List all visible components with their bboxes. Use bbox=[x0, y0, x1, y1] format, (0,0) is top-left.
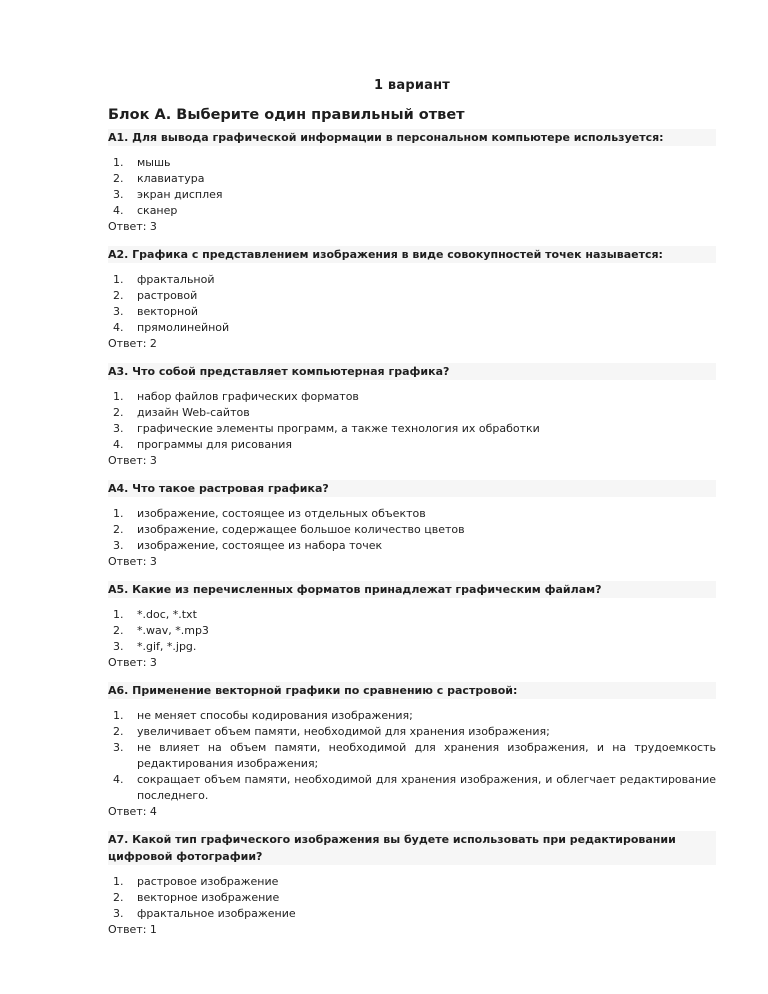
option-number: 2. bbox=[113, 891, 124, 904]
option-text: изображение, содержащее большое количество цветов bbox=[137, 523, 465, 536]
option-item bbox=[108, 890, 716, 906]
option-item bbox=[108, 906, 716, 922]
option-number: 2. bbox=[113, 406, 124, 419]
question-7 bbox=[108, 831, 716, 938]
variant-heading: 1 вариант bbox=[373, 78, 451, 93]
option-text: растровое изображение bbox=[137, 875, 279, 888]
option-item bbox=[108, 740, 716, 772]
option-text: векторное изображение bbox=[137, 891, 280, 904]
question-title: А5. Какие из перечисленных форматов принадлежат графическим файлам? bbox=[108, 581, 716, 598]
block-title: Блок А. Выберите один правильный ответ bbox=[108, 107, 465, 123]
question-6 bbox=[108, 682, 716, 820]
option-item bbox=[108, 874, 716, 890]
answer-text: Ответ: 1 bbox=[108, 923, 157, 936]
option-number: 1. bbox=[113, 875, 124, 888]
option-text: векторной bbox=[137, 305, 199, 318]
option-number: 2. bbox=[113, 523, 124, 536]
option-text: не меняет способы кодирования изображения; bbox=[137, 709, 413, 722]
option-number: 3. bbox=[113, 305, 124, 318]
option-number: 3. bbox=[113, 640, 124, 653]
option-text: экран дисплея bbox=[137, 188, 223, 201]
question-title: А1. Для вывода графической информации в персональном компьютере используется: bbox=[108, 129, 716, 146]
option-text: *.wav, *.mp3 bbox=[137, 624, 209, 637]
options-list bbox=[108, 607, 716, 655]
option-item bbox=[108, 639, 716, 655]
option-text: дизайн Web-сайтов bbox=[137, 406, 250, 419]
option-item bbox=[108, 421, 716, 437]
question-title: А4. Что такое растровая графика? bbox=[108, 480, 716, 497]
option-text: фрактальное изображение bbox=[137, 907, 296, 920]
option-item bbox=[108, 772, 716, 804]
option-number: 1. bbox=[113, 390, 124, 403]
option-number: 4. bbox=[113, 773, 124, 786]
option-item bbox=[108, 708, 716, 724]
option-item bbox=[108, 272, 716, 288]
option-text: сокращает объем памяти, необходимой для хранения изображения, и облегчает редактирование последнего. bbox=[137, 773, 716, 802]
option-item bbox=[108, 623, 716, 639]
option-number: 1. bbox=[113, 507, 124, 520]
option-number: 4. bbox=[113, 438, 124, 451]
options-list bbox=[108, 708, 716, 804]
option-number: 1. bbox=[113, 608, 124, 621]
question-2 bbox=[108, 246, 716, 352]
option-item bbox=[108, 171, 716, 187]
options-list bbox=[108, 506, 716, 554]
option-text: изображение, состоящее из набора точек bbox=[137, 539, 383, 552]
option-text: мышь bbox=[137, 156, 171, 169]
question-title: А7. Какой тип графического изображения вы будете использовать при редактировании цифровой фотографии? bbox=[108, 831, 716, 865]
options-list bbox=[108, 389, 716, 453]
option-text: программы для рисования bbox=[137, 438, 293, 451]
option-text: *.doc, *.txt bbox=[137, 608, 197, 621]
option-item bbox=[108, 288, 716, 304]
option-item bbox=[108, 203, 716, 219]
option-text: набор файлов графических форматов bbox=[137, 390, 359, 403]
option-text: фрактальной bbox=[137, 273, 215, 286]
option-text: не влияет на объем памяти, необходимой для хранения изображения, и на трудоемкость редактирования изображения; bbox=[137, 741, 716, 770]
option-text: *.gif, *.jpg. bbox=[137, 640, 197, 653]
options-list bbox=[108, 272, 716, 336]
option-number: 2. bbox=[113, 289, 124, 302]
option-text: увеличивает объем памяти, необходимой для хранения изображения; bbox=[137, 725, 550, 738]
option-number: 2. bbox=[113, 172, 124, 185]
option-number: 3. bbox=[113, 539, 124, 552]
question-title: А3. Что собой представляет компьютерная графика? bbox=[108, 363, 716, 380]
option-item bbox=[108, 320, 716, 336]
option-text: клавиатура bbox=[137, 172, 205, 185]
option-item bbox=[108, 405, 716, 421]
option-item bbox=[108, 389, 716, 405]
option-item bbox=[108, 155, 716, 171]
answer-text: Ответ: 3 bbox=[108, 220, 157, 233]
option-number: 3. bbox=[113, 741, 124, 754]
option-item bbox=[108, 538, 716, 554]
question-title: А2. Графика с представлением изображения в виде совокупностей точек называется: bbox=[108, 246, 716, 263]
question-title: А6. Применение векторной графики по сравнению с растровой: bbox=[108, 682, 716, 699]
option-text: графические элементы программ, а также технология их обработки bbox=[137, 422, 540, 435]
options-list bbox=[108, 155, 716, 219]
option-number: 2. bbox=[113, 624, 124, 637]
question-1 bbox=[108, 129, 716, 235]
option-item bbox=[108, 437, 716, 453]
answer-text: Ответ: 3 bbox=[108, 656, 157, 669]
option-text: прямолинейной bbox=[137, 321, 230, 334]
document bbox=[108, 72, 716, 949]
option-number: 2. bbox=[113, 725, 124, 738]
answer-text: Ответ: 3 bbox=[108, 454, 157, 467]
option-number: 1. bbox=[113, 273, 124, 286]
answer-text: Ответ: 2 bbox=[108, 337, 157, 350]
option-number: 1. bbox=[113, 709, 124, 722]
option-item bbox=[108, 724, 716, 740]
option-item bbox=[108, 522, 716, 538]
question-5 bbox=[108, 581, 716, 671]
questions-list bbox=[108, 129, 716, 938]
answer-text: Ответ: 3 bbox=[108, 555, 157, 568]
options-list bbox=[108, 874, 716, 922]
option-text: изображение, состоящее из отдельных объектов bbox=[137, 507, 426, 520]
option-item bbox=[108, 304, 716, 320]
option-number: 4. bbox=[113, 204, 124, 217]
option-number: 3. bbox=[113, 188, 124, 201]
option-text: растровой bbox=[137, 289, 198, 302]
option-number: 4. bbox=[113, 321, 124, 334]
option-item bbox=[108, 506, 716, 522]
option-text: сканер bbox=[137, 204, 178, 217]
answer-text: Ответ: 4 bbox=[108, 805, 157, 818]
question-4 bbox=[108, 480, 716, 570]
option-item bbox=[108, 187, 716, 203]
question-3 bbox=[108, 363, 716, 469]
option-number: 3. bbox=[113, 422, 124, 435]
option-item bbox=[108, 607, 716, 623]
option-number: 3. bbox=[113, 907, 124, 920]
option-number: 1. bbox=[113, 156, 124, 169]
